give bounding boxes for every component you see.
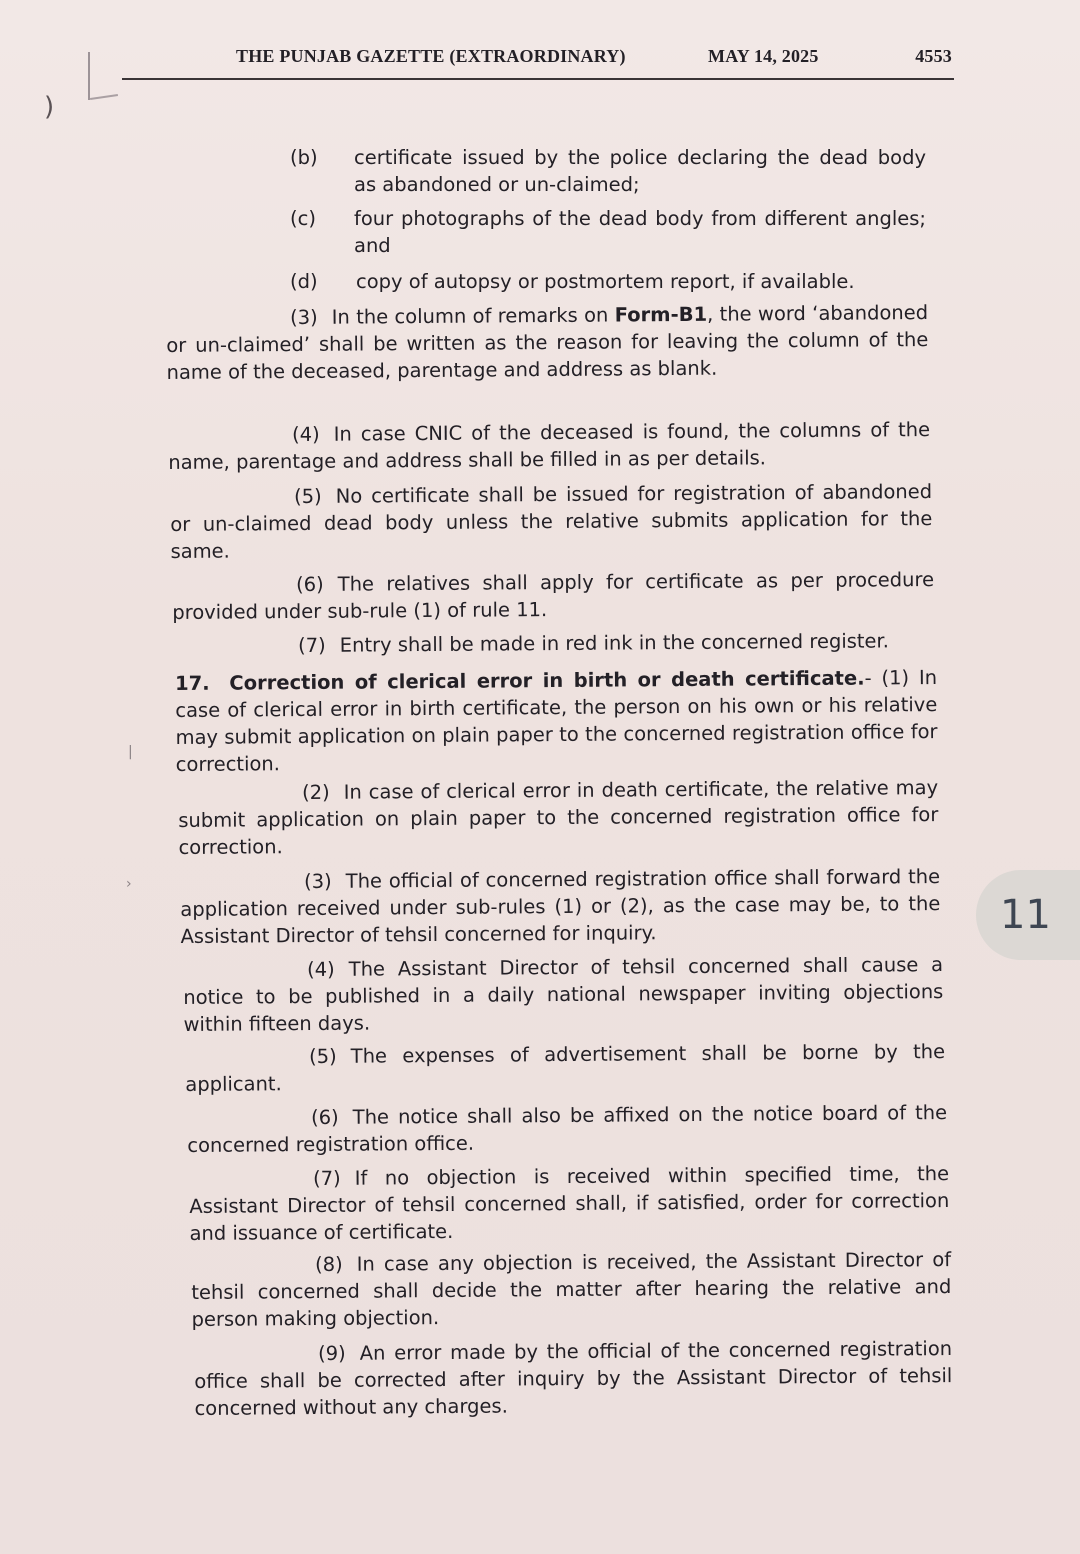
para-number: (6) xyxy=(296,572,324,597)
para-text: No certificate shall be issued for registration of abandoned or un-claimed dead body unless the relative submits application for the same. xyxy=(170,480,933,563)
list-item xyxy=(290,205,930,261)
para-text: In case of clerical error in death certificate, the relative may submit application on plain paper to the concerned registration office for correction. xyxy=(178,776,939,859)
paragraph xyxy=(174,627,936,660)
page-indicator-badge[interactable]: 11 xyxy=(976,870,1080,960)
para-text: The Assistant Director of tehsil concerned shall cause a notice to be published in a daily national newspaper inviting objections within fifteen days. xyxy=(183,953,944,1036)
list-item-text: copy of autopsy or postmortem report, if available. xyxy=(356,270,855,293)
paragraph xyxy=(178,774,939,861)
para-text: The official of concerned registration office shall forward the application received under sub-rules (1) or (2), as the case may be, to the Assistant Director of tehsil concerned for inquiry. xyxy=(180,865,941,948)
margin-mark: ) xyxy=(44,92,55,122)
section-heading: Correction of clerical error in birth or death certificate. xyxy=(229,666,865,695)
list-item-text: four photographs of the dead body from different angles; and xyxy=(354,207,926,257)
para-number: (9) xyxy=(318,1341,346,1366)
para-text-start: In the column of remarks on xyxy=(331,303,615,329)
para-number: (7) xyxy=(313,1166,341,1191)
para-text: The relatives shall apply for certificate as per procedure provided under sub-rule (1) of rule 11. xyxy=(172,568,935,624)
section-number: 17. xyxy=(175,671,210,695)
list-item-text: certificate issued by the police declaring the dead body as abandoned or un-claimed; xyxy=(354,146,926,196)
paragraph xyxy=(180,863,941,950)
para-number: (5) xyxy=(309,1044,337,1069)
para-number: (7) xyxy=(298,633,326,658)
para-number: (8) xyxy=(315,1252,343,1277)
gazette-title: THE PUNJAB GAZETTE (EXTRAORDINARY) xyxy=(236,46,626,66)
gazette-date: MAY 14, 2025 xyxy=(708,46,819,66)
paragraph xyxy=(168,416,930,476)
para-number: (3) xyxy=(304,869,332,894)
para-text: The notice shall also be affixed on the notice board of the concerned registration office. xyxy=(187,1101,948,1157)
margin-line-stroke xyxy=(90,94,118,100)
paragraph xyxy=(166,299,929,386)
list-item-label: (c) xyxy=(290,207,316,230)
para-text: If no objection is received within specified time, the Assistant Director of tehsil concerned shall, if satisfied, order for correction and issuance of certificate. xyxy=(189,1162,950,1245)
paragraph xyxy=(194,1335,953,1422)
para-text-end: , the word ‘abandoned or un-claimed’ shall be written as the reason for leaving the column of the name of the deceased, parentage and address as blank. xyxy=(166,301,929,384)
page-header xyxy=(122,42,954,80)
para-text: In case CNIC of the deceased is found, the columns of the name, parentage and address shall be filled in as per details. xyxy=(168,418,931,474)
paragraph xyxy=(187,1099,947,1159)
para-number: (5) xyxy=(294,484,322,509)
margin-line xyxy=(88,52,90,100)
para-text: Entry shall be made in red ink in the concerned register. xyxy=(339,629,890,657)
para-number: (2) xyxy=(302,780,330,805)
paragraph xyxy=(183,951,944,1038)
section-heading-dash: - xyxy=(864,666,872,690)
margin-tick: › xyxy=(126,876,132,892)
list-item xyxy=(290,268,930,296)
paragraph xyxy=(172,566,934,626)
para-number: (3) xyxy=(290,305,318,330)
section-17 xyxy=(175,664,938,778)
gazette-page-number: 4553 xyxy=(915,46,952,66)
paragraph xyxy=(189,1160,950,1247)
para-number: (6) xyxy=(311,1105,339,1130)
para-number: (4) xyxy=(292,422,320,447)
para-text: In case any objection is received, the Assistant Director of tehsil concerned shall decide the matter after hearing the relative and person making objection. xyxy=(191,1248,952,1331)
section-first-para: (1) In case of clerical error in birth certificate, the person on his own or his relative may submit application on plain paper to the concerned registration office for correction. xyxy=(175,666,938,776)
para-number: (4) xyxy=(307,957,335,982)
list-item-label: (b) xyxy=(290,146,318,169)
form-reference: Form-B1 xyxy=(614,302,708,327)
para-text: An error made by the official of the concerned registration office shall be corrected after inquiry by the Assistant Director of tehsil concerned without any charges. xyxy=(194,1337,953,1420)
margin-tick: | xyxy=(128,744,133,760)
paragraph xyxy=(191,1246,952,1333)
list-item xyxy=(290,144,930,200)
paragraph xyxy=(170,478,933,565)
paragraph xyxy=(185,1038,945,1098)
para-text: The expenses of advertisement shall be borne by the applicant. xyxy=(185,1040,946,1096)
list-item-label: (d) xyxy=(290,270,318,293)
